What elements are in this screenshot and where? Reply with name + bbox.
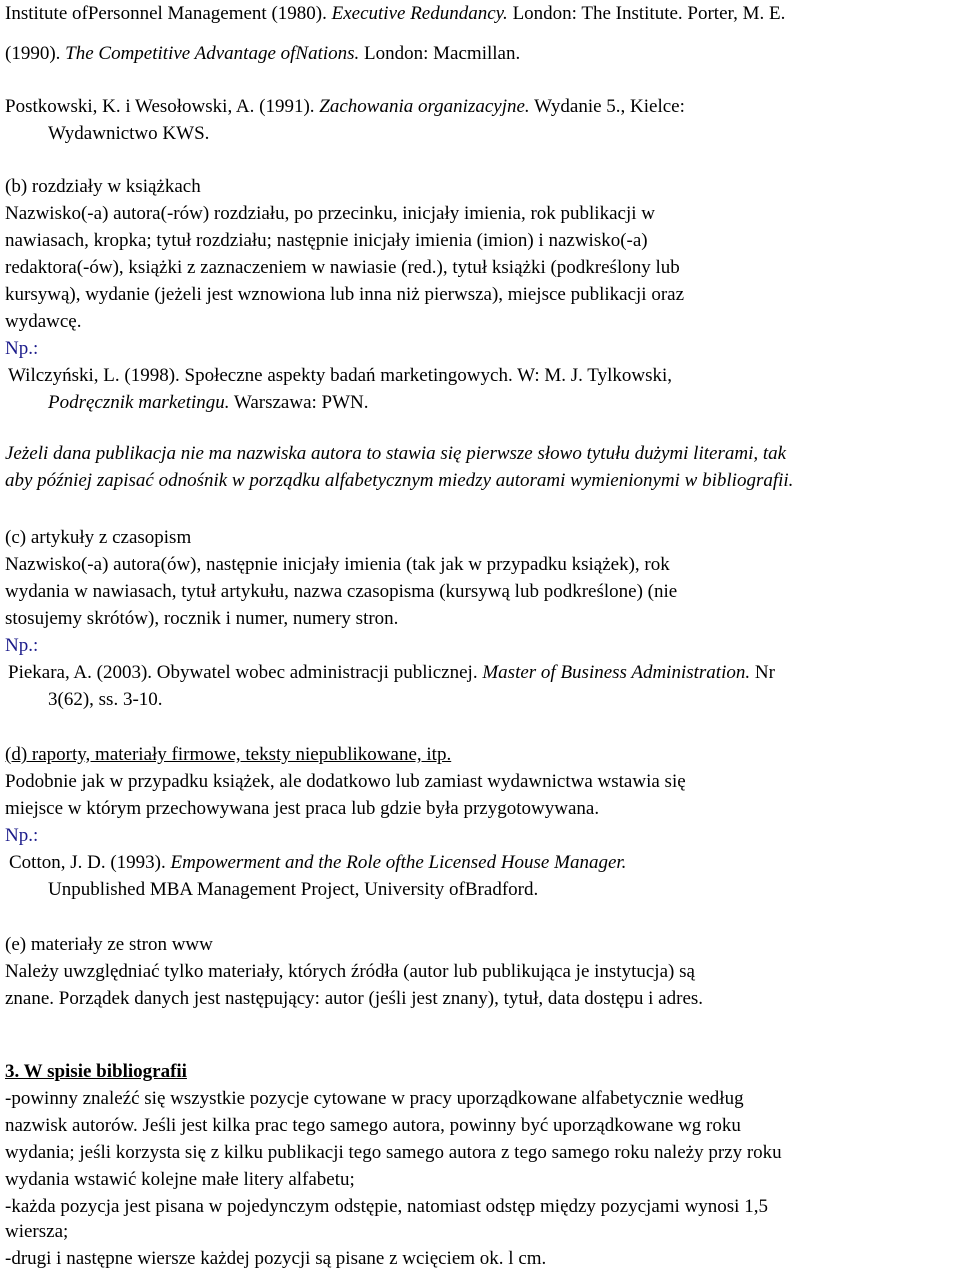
body-line: Nazwisko(-a) autora(-rów) rozdziału, po przecinku, inicjały imienia, rok publikacji w [5,203,655,224]
body-line: redaktora(-ów), książki z zaznaczeniem w nawiasie (red.), tytuł książki (podkreślony lub [5,257,680,278]
example-line: Cotton, J. D. (1993). Empowerment and the Role ofthe Licensed House Manager. [9,852,627,873]
example-line: Wilczyński, L. (1998). Społeczne aspekty badań marketingowych. W: M. J. Tylkowski, [8,365,673,386]
body-line: wydania wstawić kolejne małe litery alfabetu; [5,1169,355,1190]
section-heading: 3. W spisie bibliografii [5,1061,187,1082]
body-line: -każda pozycja jest pisana w pojedynczym odstępie, natomiast odstęp między pozycjami wynosi 1,5 [5,1196,768,1217]
ref-line: Institute ofPersonnel Management (1980). Executive Redundancy. London: The Institute. Porter, M. E. [5,3,786,24]
section-heading: (b) rozdziały w książkach [5,176,201,197]
body-line: miejsce w którym przechowywana jest praca lub gdzie była przygotowywana. [5,798,600,819]
body-line: Podobnie jak w przypadku książek, ale dodatkowo lub zamiast wydawnictwa wstawia się [5,771,686,792]
ref-line: (1990). The Competitive Advantage ofNations. London: Macmillan. [5,43,521,64]
body-line: Należy uwzględniać tylko materiały, których źródła (autor lub publikująca je instytucja) są [5,961,695,982]
body-line: wydania w nawiasach, tytuł artykułu, nazwa czasopisma (kursywą lub podkreślone) (nie [5,581,678,602]
body-line: -powinny znaleźć się wszystkie pozycje cytowane w pracy uporządkowane alfabetycznie według [5,1088,744,1109]
body-line: Nazwisko(-a) autora(ów), następnie inicjały imienia (tak jak w przypadku książek), rok [5,554,670,575]
body-line: wydania; jeśli korzysta się z kilku publikacji tego samego autora z tego samego roku należy przy roku [5,1142,782,1163]
body-line: stosujemy skrótów), rocznik i numer, numery stron. [5,608,399,629]
ref-line: Wydawnictwo KWS. [48,123,210,144]
body-line: nazwisk autorów. Jeśli jest kilka prac tego samego autora, powinny być uporządkowane wg roku [5,1115,741,1136]
body-line: -drugi i następne wiersze każdej pozycji są pisane z wcięciem ok. l cm. [5,1248,547,1269]
section-heading: (d) raporty, materiały firmowe, teksty niepublikowane, itp. [5,744,452,765]
example-line: 3(62), ss. 3-10. [48,689,163,710]
np-label: Np.: [5,635,39,656]
body-line: kursywą), wydanie (jeżeli jest wznowiona lub inna niż pierwsza), miejsce publikacji oraz [5,284,685,305]
section-heading: (c) artykuły z czasopism [5,527,192,548]
example-line: Piekara, A. (2003). Obywatel wobec administracji publicznej. Master of Business Administration. Nr [8,662,775,683]
body-line: wydawcę. [5,311,82,332]
note-line: Jeżeli dana publikacja nie ma nazwiska autora to stawia się pierwsze słowo tytułu dużymi literami, tak [5,443,787,464]
section-heading: (e) materiały ze stron www [5,934,213,955]
example-line: Podręcznik marketingu. Warszawa: PWN. [48,392,369,413]
body-line: znane. Porządek danych jest następujący: autor (jeśli jest znany), tytuł, data dostępu i adres. [5,988,704,1009]
np-label: Np.: [5,338,39,359]
example-line: Unpublished MBA Management Project, University ofBradford. [48,879,539,900]
body-line: nawiasach, kropka; tytuł rozdziału; następnie inicjały imienia (imion) i nazwisko(-a) [5,230,648,251]
ref-line: Postkowski, K. i Wesołowski, A. (1991). Zachowania organizacyjne. Wydanie 5., Kielce: [5,96,685,117]
body-line: wiersza; [5,1221,69,1242]
note-line: aby później zapisać odnośnik w porządku alfabetycznym miedzy autorami wymienionymi w bibliografii. [5,470,794,491]
np-label: Np.: [5,825,39,846]
